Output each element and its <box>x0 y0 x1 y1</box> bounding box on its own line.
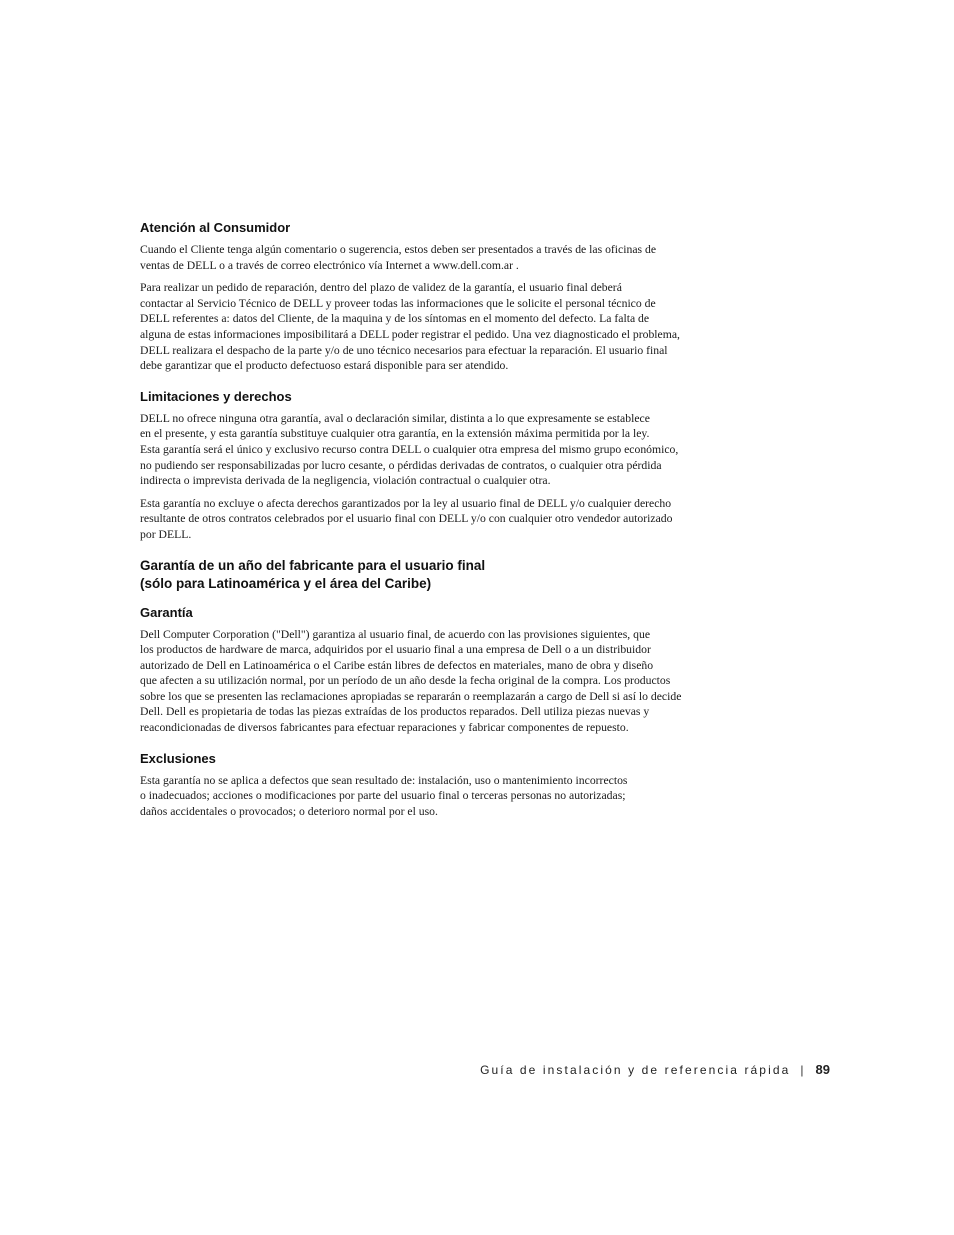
paragraph <box>140 280 740 374</box>
text-line: contactar al Servicio Técnico de DELL y proveer todas las informaciones que le solicite el personal técnico de <box>140 296 656 310</box>
section-garantia <box>140 604 740 736</box>
text-line: daños accidentales o provocados; o deterioro normal por el uso. <box>140 804 438 818</box>
footer-separator: | <box>800 1063 804 1077</box>
text-line: reacondicionadas de diversos fabricantes para efectuar reparaciones y fabricar componentes de repuesto. <box>140 721 629 735</box>
text-line: indirecta o imprevista derivada de la negligencia, violación contractual o cualquier otra. <box>140 474 551 488</box>
section-heading: Atención al Consumidor <box>140 220 291 235</box>
text-line: los productos de hardware de marca, adquiridos por el usuario final a una empresa de Dell o a un distribuidor <box>140 643 651 657</box>
text-line: DELL no ofrece ninguna otra garantía, aval o declaración similar, distinta a lo que expresamente se establece <box>140 411 650 425</box>
text-line: que afecten a su utilización normal, por un período de un año desde la fecha original de la compra. Los productos <box>140 674 671 688</box>
paragraph <box>140 773 740 820</box>
paragraph <box>140 496 740 543</box>
text-line: alguna de estas informaciones imposibilitará a DELL poder registrar el pedido. Una vez diagnosticado el problema, <box>140 327 680 341</box>
text-line: en el presente, y esta garantía substituye cualquier otra garantía, en la extensión máxima permitida por la ley. <box>140 427 650 441</box>
paragraph <box>140 242 740 273</box>
text-line: Esta garantía no se aplica a defectos que sean resultado de: instalación, uso o mantenimiento incorrectos <box>140 773 628 787</box>
section-heading: Garantía <box>140 604 193 620</box>
section-heading: Exclusiones <box>140 750 216 766</box>
section-exclusiones <box>140 750 740 820</box>
major-heading-line-2: (sólo para Latinoamérica y el área del Caribe) <box>140 575 432 591</box>
text-line: sobre los que se presenten las reclamaciones apropiadas se repararán o reemplazarán a cargo de Dell si así lo decide <box>140 689 682 703</box>
page-footer <box>480 1062 830 1078</box>
section-heading: Limitaciones y derechos <box>140 388 292 404</box>
text-line: por DELL. <box>140 527 192 541</box>
text-line: autorizado de Dell en Latinoamérica o el Caribe están libres de defectos en materiales, mano de obra y diseño <box>140 658 654 672</box>
page-number: 89 <box>815 1062 830 1077</box>
text-line: Dell Computer Corporation ("Dell") garantiza al usuario final, de acuerdo con las provisiones siguientes, que <box>140 627 651 641</box>
section-limitaciones-derechos <box>140 388 740 543</box>
text-line: Dell. Dell es propietaria de todas las piezas extraídas de los productos reparados. Dell utiliza piezas nuevas y <box>140 705 650 719</box>
text-line: o inadecuados; acciones o modificaciones por parte del usuario final o terceras personas no autorizadas; <box>140 789 626 803</box>
text-line: ventas de DELL o a través de correo electrónico vía Internet a www.dell.com.ar . <box>140 258 519 272</box>
major-heading <box>140 557 740 593</box>
page-content <box>140 219 740 833</box>
text-line: Esta garantía será el único y exclusivo recurso contra DELL o cualquier otra empresa del mismo grupo económico, <box>140 442 679 456</box>
major-heading-line-1: Garantía de un año del fabricante para el usuario final <box>140 557 486 573</box>
section-atencion-consumidor <box>140 219 740 374</box>
text-line: DELL realizara el despacho de la parte y/o de uno técnico necesarios para efectuar la reparación. El usuario final <box>140 343 668 357</box>
text-line: Cuando el Cliente tenga algún comentario o sugerencia, estos deben ser presentados a través de las oficinas de <box>140 243 657 256</box>
text-line: debe garantizar que el producto defectuoso estará disponible para ser atendido. <box>140 359 509 373</box>
footer-title: Guía de instalación y de referencia rápida <box>480 1063 791 1077</box>
text-line: resultante de otros contratos celebrados por el usuario final con DELL y/o con cualquier otro vendedor autorizado <box>140 512 673 526</box>
text-line: no pudiendo ser responsabilizadas por lucro cesante, o pérdidas derivadas de contratos, o cualquier otra pérdida <box>140 458 662 472</box>
paragraph <box>140 627 740 736</box>
text-line: DELL referentes a: datos del Cliente, de la maquina y de los síntomas en el momento del defecto. La falta de <box>140 312 650 326</box>
text-line: Esta garantía no excluye o afecta derechos garantizados por la ley al usuario final de DELL y/o cualquier derecho <box>140 496 672 510</box>
paragraph <box>140 411 740 489</box>
text-line: Para realizar un pedido de reparación, dentro del plazo de validez de la garantía, el usuario final deberá <box>140 281 622 295</box>
